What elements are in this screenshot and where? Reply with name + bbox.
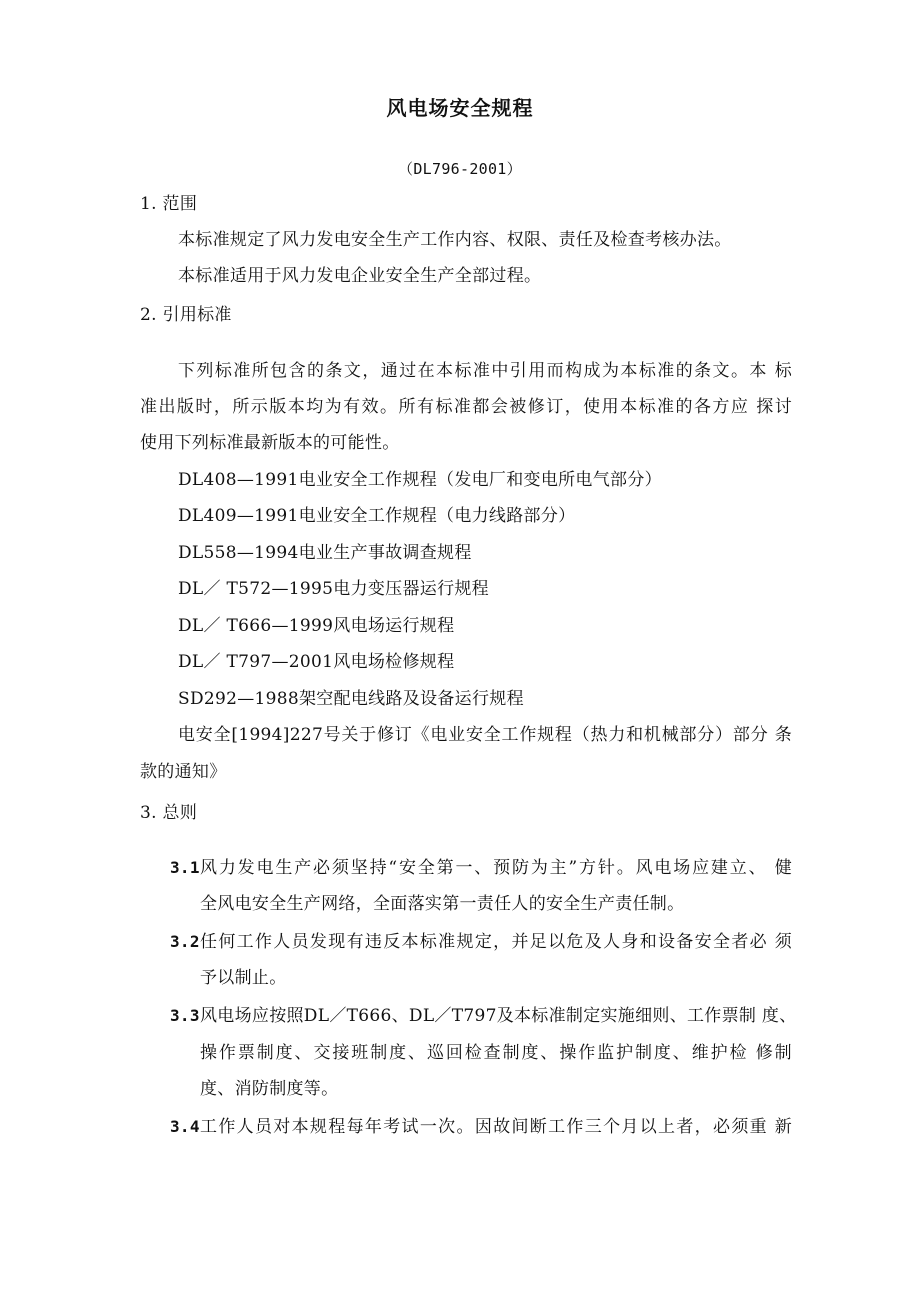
reference-item: DL／ T797—2001风电场检修规程	[178, 652, 455, 672]
reference-notice-line: 电安全[1994]227号关于修订《电业安全工作规程（热力和机械部分）部分 条	[178, 725, 792, 745]
clause-number: 3.3	[170, 1006, 200, 1025]
section-heading-scope: 1. 范围	[140, 194, 198, 214]
clause-text-line: 操作票制度、交接班制度、巡回检查制度、操作监护制度、维护检 修制	[200, 1043, 792, 1063]
paragraph: 本标准规定了风力发电安全生产工作内容、权限、责任及检查考核办法。	[178, 230, 732, 250]
clause-number: 3.2	[170, 932, 200, 951]
paragraph: 本标准适用于风力发电企业安全生产全部过程。	[178, 266, 542, 286]
clause-number: 3.1	[170, 858, 200, 877]
clause-text-line: 予以制止。	[200, 968, 287, 988]
document-title: 风电场安全规程	[386, 96, 534, 120]
reference-item: DL409—1991电业安全工作规程（电力线路部分）	[178, 506, 576, 526]
clause-text-line: 度、消防制度等。	[200, 1079, 339, 1099]
reference-item: SD292—1988架空配电线路及设备运行规程	[178, 689, 524, 709]
paragraph-line: 使用下列标准最新版本的可能性。	[140, 433, 400, 453]
clause-number: 3.4	[170, 1117, 200, 1136]
reference-item: DL558—1994电业生产事故调查规程	[178, 543, 472, 563]
standard-code: （DL796-2001）	[398, 160, 522, 178]
reference-item: DL408—1991电业安全工作规程（发电厂和变电所电气部分）	[178, 470, 662, 490]
section-heading-general: 3. 总则	[140, 803, 198, 823]
paragraph-line: 准出版时，所示版本均为有效。所有标准都会被修订，使用本标准的各方应 探讨	[140, 397, 792, 417]
reference-item: DL／ T666—1999风电场运行规程	[178, 616, 455, 636]
section-heading-references: 2. 引用标准	[140, 305, 232, 325]
clause-text-line: 任何工作人员发现有违反本标准规定，并足以危及人身和设备安全者必 须	[200, 932, 792, 952]
reference-item: DL／ T572—1995电力变压器运行规程	[178, 579, 489, 599]
clause-text-line: 工作人员对本规程每年考试一次。因故间断工作三个月以上者，必须重 新	[200, 1117, 792, 1137]
reference-notice-line: 款的通知》	[140, 762, 227, 782]
clause-text-line: 风力发电生产必须坚持“安全第一、预防为主”方针。风电场应建立、 健	[200, 858, 792, 878]
paragraph-line: 下列标准所包含的条文，通过在本标准中引用而构成为本标准的条文。本 标	[178, 361, 792, 381]
clause-text-line: 风电场应按照DL／T666、DL／T797及本标准制定实施细则、工作票制 度、	[200, 1006, 797, 1026]
clause-text-line: 全风电安全生产网络，全面落实第一责任人的安全生产责任制。	[200, 894, 685, 914]
